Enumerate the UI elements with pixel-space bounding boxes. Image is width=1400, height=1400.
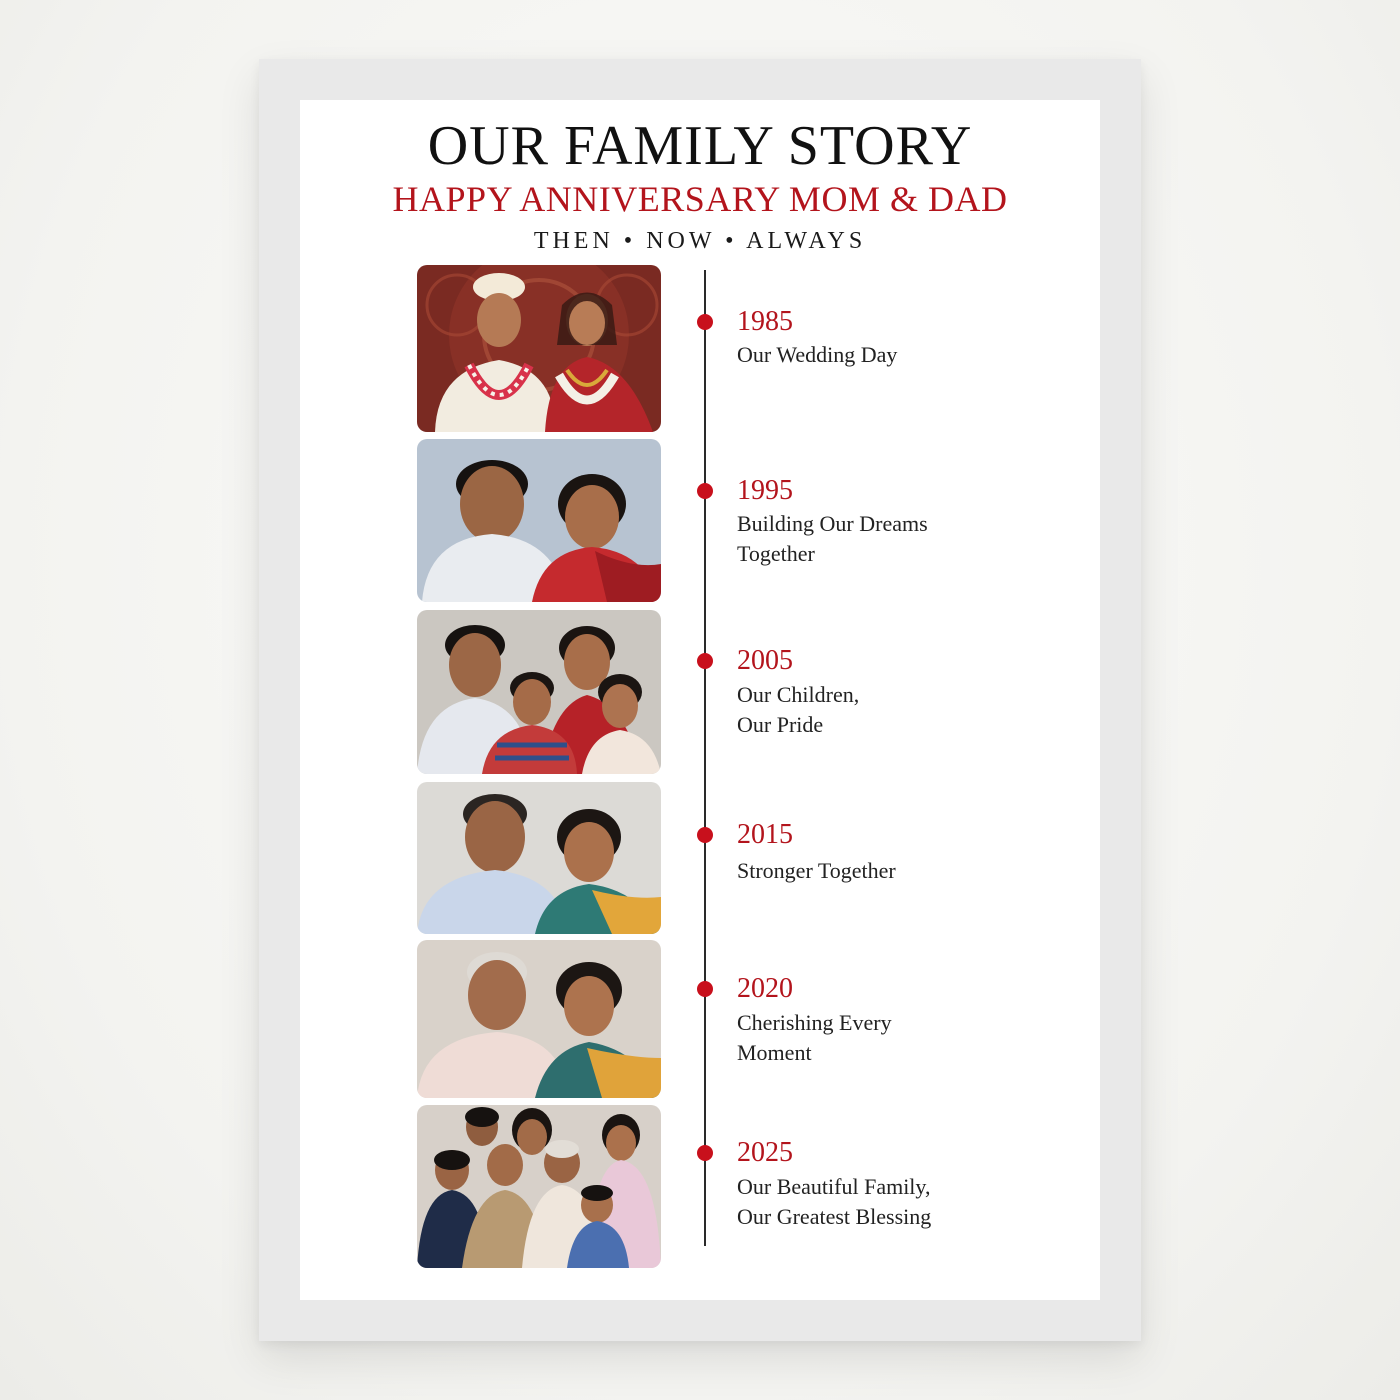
page-title: OUR FAMILY STORY — [427, 115, 973, 177]
caption-line: Our Wedding Day — [737, 342, 898, 367]
wedding-couple-photo — [417, 265, 661, 432]
milestone-caption — [737, 856, 1037, 886]
milestone-year: 2020 — [737, 973, 793, 1004]
caption-line: Together — [737, 541, 815, 566]
caption-line: Building Our Dreams — [737, 511, 928, 536]
timeline-line — [704, 270, 706, 1246]
milestone-year: 2025 — [737, 1137, 793, 1168]
milestone-caption — [737, 1008, 1037, 1068]
timeline-dot-1995 — [697, 483, 713, 499]
caption-line: Cherishing Every — [737, 1010, 892, 1035]
older-couple-photo — [417, 940, 661, 1098]
caption-line: Our Children, — [737, 682, 860, 707]
timeline-dot-2005 — [697, 653, 713, 669]
caption-line: Moment — [737, 1040, 812, 1065]
timeline-dot-2025 — [697, 1145, 713, 1161]
timeline-dot-1985 — [697, 314, 713, 330]
caption-line: Our Beautiful Family, — [737, 1174, 931, 1199]
milestone-caption — [737, 509, 1037, 569]
family-with-children-photo — [417, 610, 661, 774]
caption-line: Stronger Together — [737, 858, 896, 883]
milestone-year: 1995 — [737, 475, 793, 506]
milestone-year: 2015 — [737, 819, 793, 850]
milestone-caption — [737, 1172, 1037, 1232]
young-couple-photo — [417, 439, 661, 602]
milestone-year: 1985 — [737, 306, 793, 337]
extended-family-photo — [417, 1105, 661, 1268]
caption-line: Our Greatest Blessing — [737, 1204, 932, 1229]
milestone-caption — [737, 680, 1037, 740]
middle-aged-couple-photo — [417, 782, 661, 934]
milestone-year: 2005 — [737, 645, 793, 676]
timeline-dot-2015 — [697, 827, 713, 843]
tagline: THEN • NOW • ALWAYS — [533, 228, 867, 254]
poster — [300, 100, 1100, 1300]
caption-line: Our Pride — [737, 712, 824, 737]
timeline-dot-2020 — [697, 981, 713, 997]
page-subtitle: HAPPY ANNIVERSARY MOM & DAD — [392, 179, 1008, 219]
milestone-caption — [737, 340, 1037, 370]
